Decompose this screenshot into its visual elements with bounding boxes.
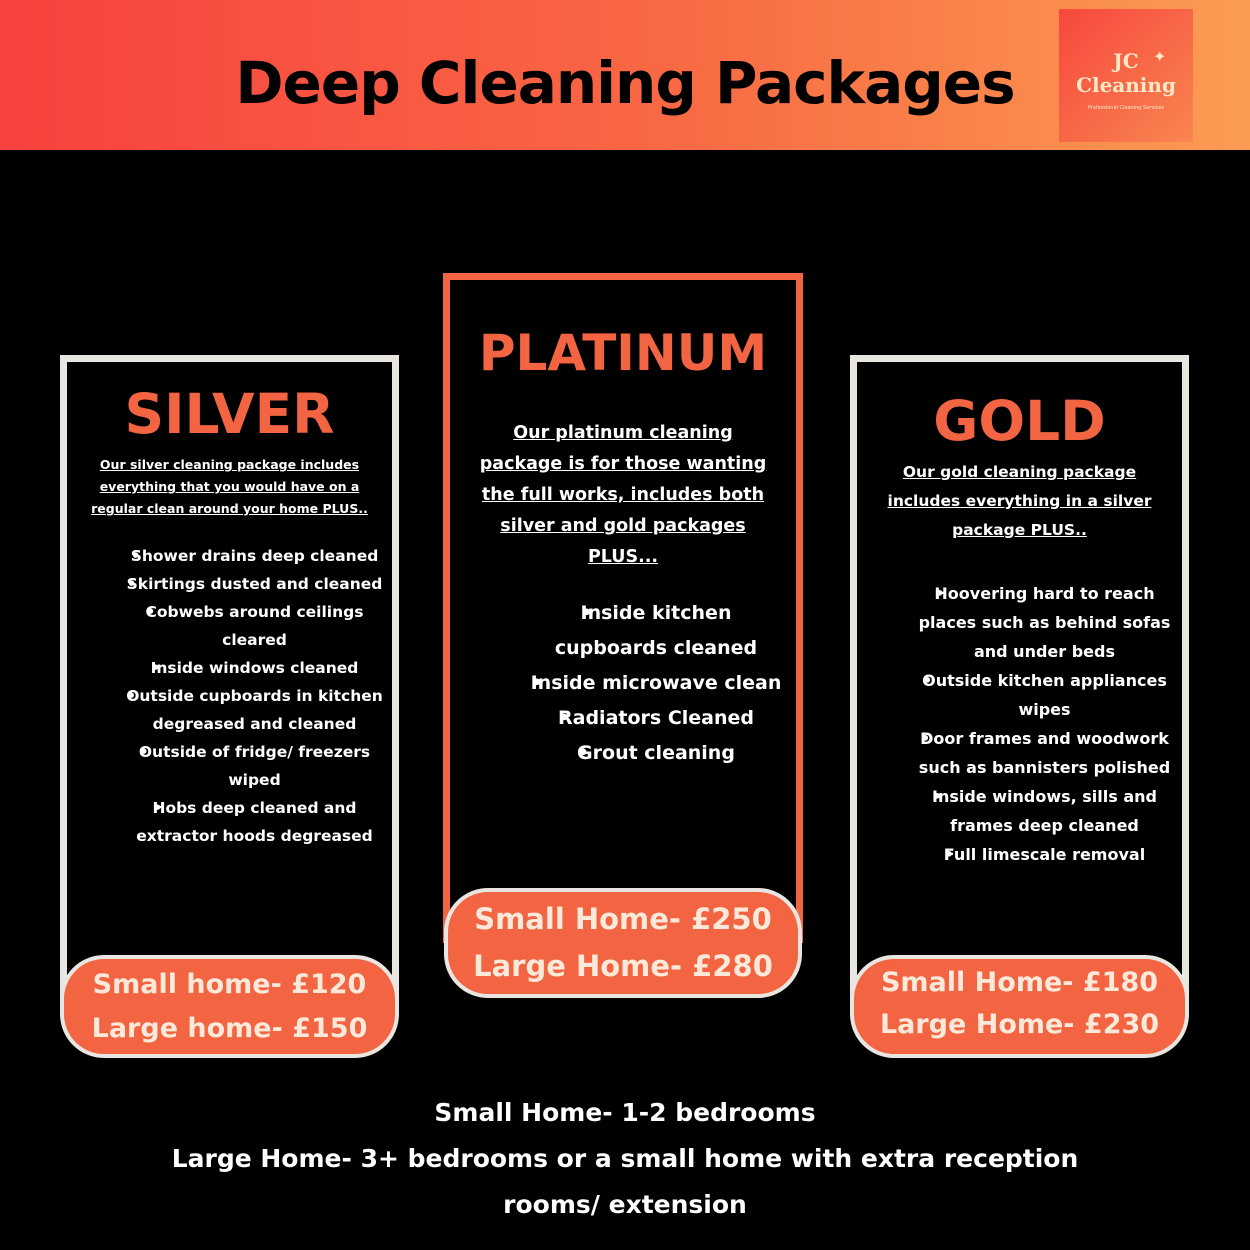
list-item: • Inside windows, sills and frames deep cleaned — [887, 782, 1172, 840]
list-item: • Hobs deep cleaned and extractor hoods degreased — [92, 794, 387, 850]
brand-logo — [1059, 9, 1193, 142]
list-item: • Hoovering hard to reach places such as behind sofas and under beds — [887, 579, 1172, 666]
silver-feature-list — [92, 542, 387, 850]
platinum-package-card — [443, 273, 803, 943]
gold-price-large: Large Home- £230 — [879, 1009, 1160, 1040]
gold-intro: Our gold cleaning package includes everything in a silver package PLUS.. — [887, 463, 1152, 539]
platinum-intro: Our platinum cleaning package is for those wanting the full works, includes both silver and gold packages PLUS... — [479, 423, 767, 567]
list-item: • Inside windows cleaned — [92, 654, 387, 682]
home-size-legend-line3: rooms/ extension — [503, 1190, 747, 1219]
list-item: • Radiators Cleaned — [488, 701, 788, 736]
list-item: • Grout cleaning — [488, 736, 788, 771]
home-size-legend-line2: Large Home- 3+ bedrooms or a small home with extra reception — [171, 1144, 1079, 1173]
list-item: • Skirtings dusted and cleaned — [92, 570, 387, 598]
list-item: • Outside cupboards in kitchen degreased and cleaned — [92, 682, 387, 738]
sparkle-icon: ✦ — [1153, 47, 1167, 66]
list-item: • Outside of fridge/ freezers wiped — [92, 738, 387, 794]
list-item: • Full limescale removal — [887, 840, 1172, 869]
gold-package-card — [850, 355, 1189, 1015]
platinum-price-small: Small Home- £250 — [474, 902, 772, 936]
logo-wordmark: Cleaning — [1076, 73, 1176, 97]
silver-price-small: Small home- £120 — [92, 969, 367, 1000]
list-item: • Inside microwave clean — [488, 666, 788, 701]
silver-intro: Our silver cleaning package includes everything that you would have on a regular clean around your home PLUS.. — [91, 457, 368, 516]
gold-title: GOLD — [933, 389, 1106, 453]
list-item: • Door frames and woodwork such as bannisters polished — [887, 724, 1172, 782]
list-item: • Shower drains deep cleaned — [92, 542, 387, 570]
platinum-price-large: Large Home- £280 — [473, 949, 773, 983]
platinum-title: PLATINUM — [478, 324, 768, 382]
home-size-legend-line1: Small Home- 1-2 bedrooms — [434, 1098, 816, 1127]
list-item: • Inside kitchen cupboards cleaned — [488, 596, 788, 666]
silver-title: SILVER — [124, 382, 335, 446]
logo-initials: JC — [1113, 49, 1139, 73]
gold-feature-list — [887, 579, 1172, 869]
page-title: Deep Cleaning Packages — [235, 49, 1015, 117]
silver-price-badge — [60, 955, 399, 1058]
platinum-feature-list — [488, 596, 788, 771]
list-item: • Outside kitchen appliances wipes — [887, 666, 1172, 724]
gold-price-badge — [850, 955, 1189, 1058]
platinum-price-badge — [444, 888, 802, 998]
header-banner — [0, 0, 1250, 150]
logo-tagline: Professional Cleaning Services — [1087, 105, 1165, 111]
gold-price-small: Small Home- £180 — [880, 967, 1159, 998]
silver-package-card — [60, 355, 399, 1015]
silver-price-large: Large home- £150 — [91, 1013, 368, 1044]
list-item: • Cobwebs around ceilings cleared — [92, 598, 387, 654]
